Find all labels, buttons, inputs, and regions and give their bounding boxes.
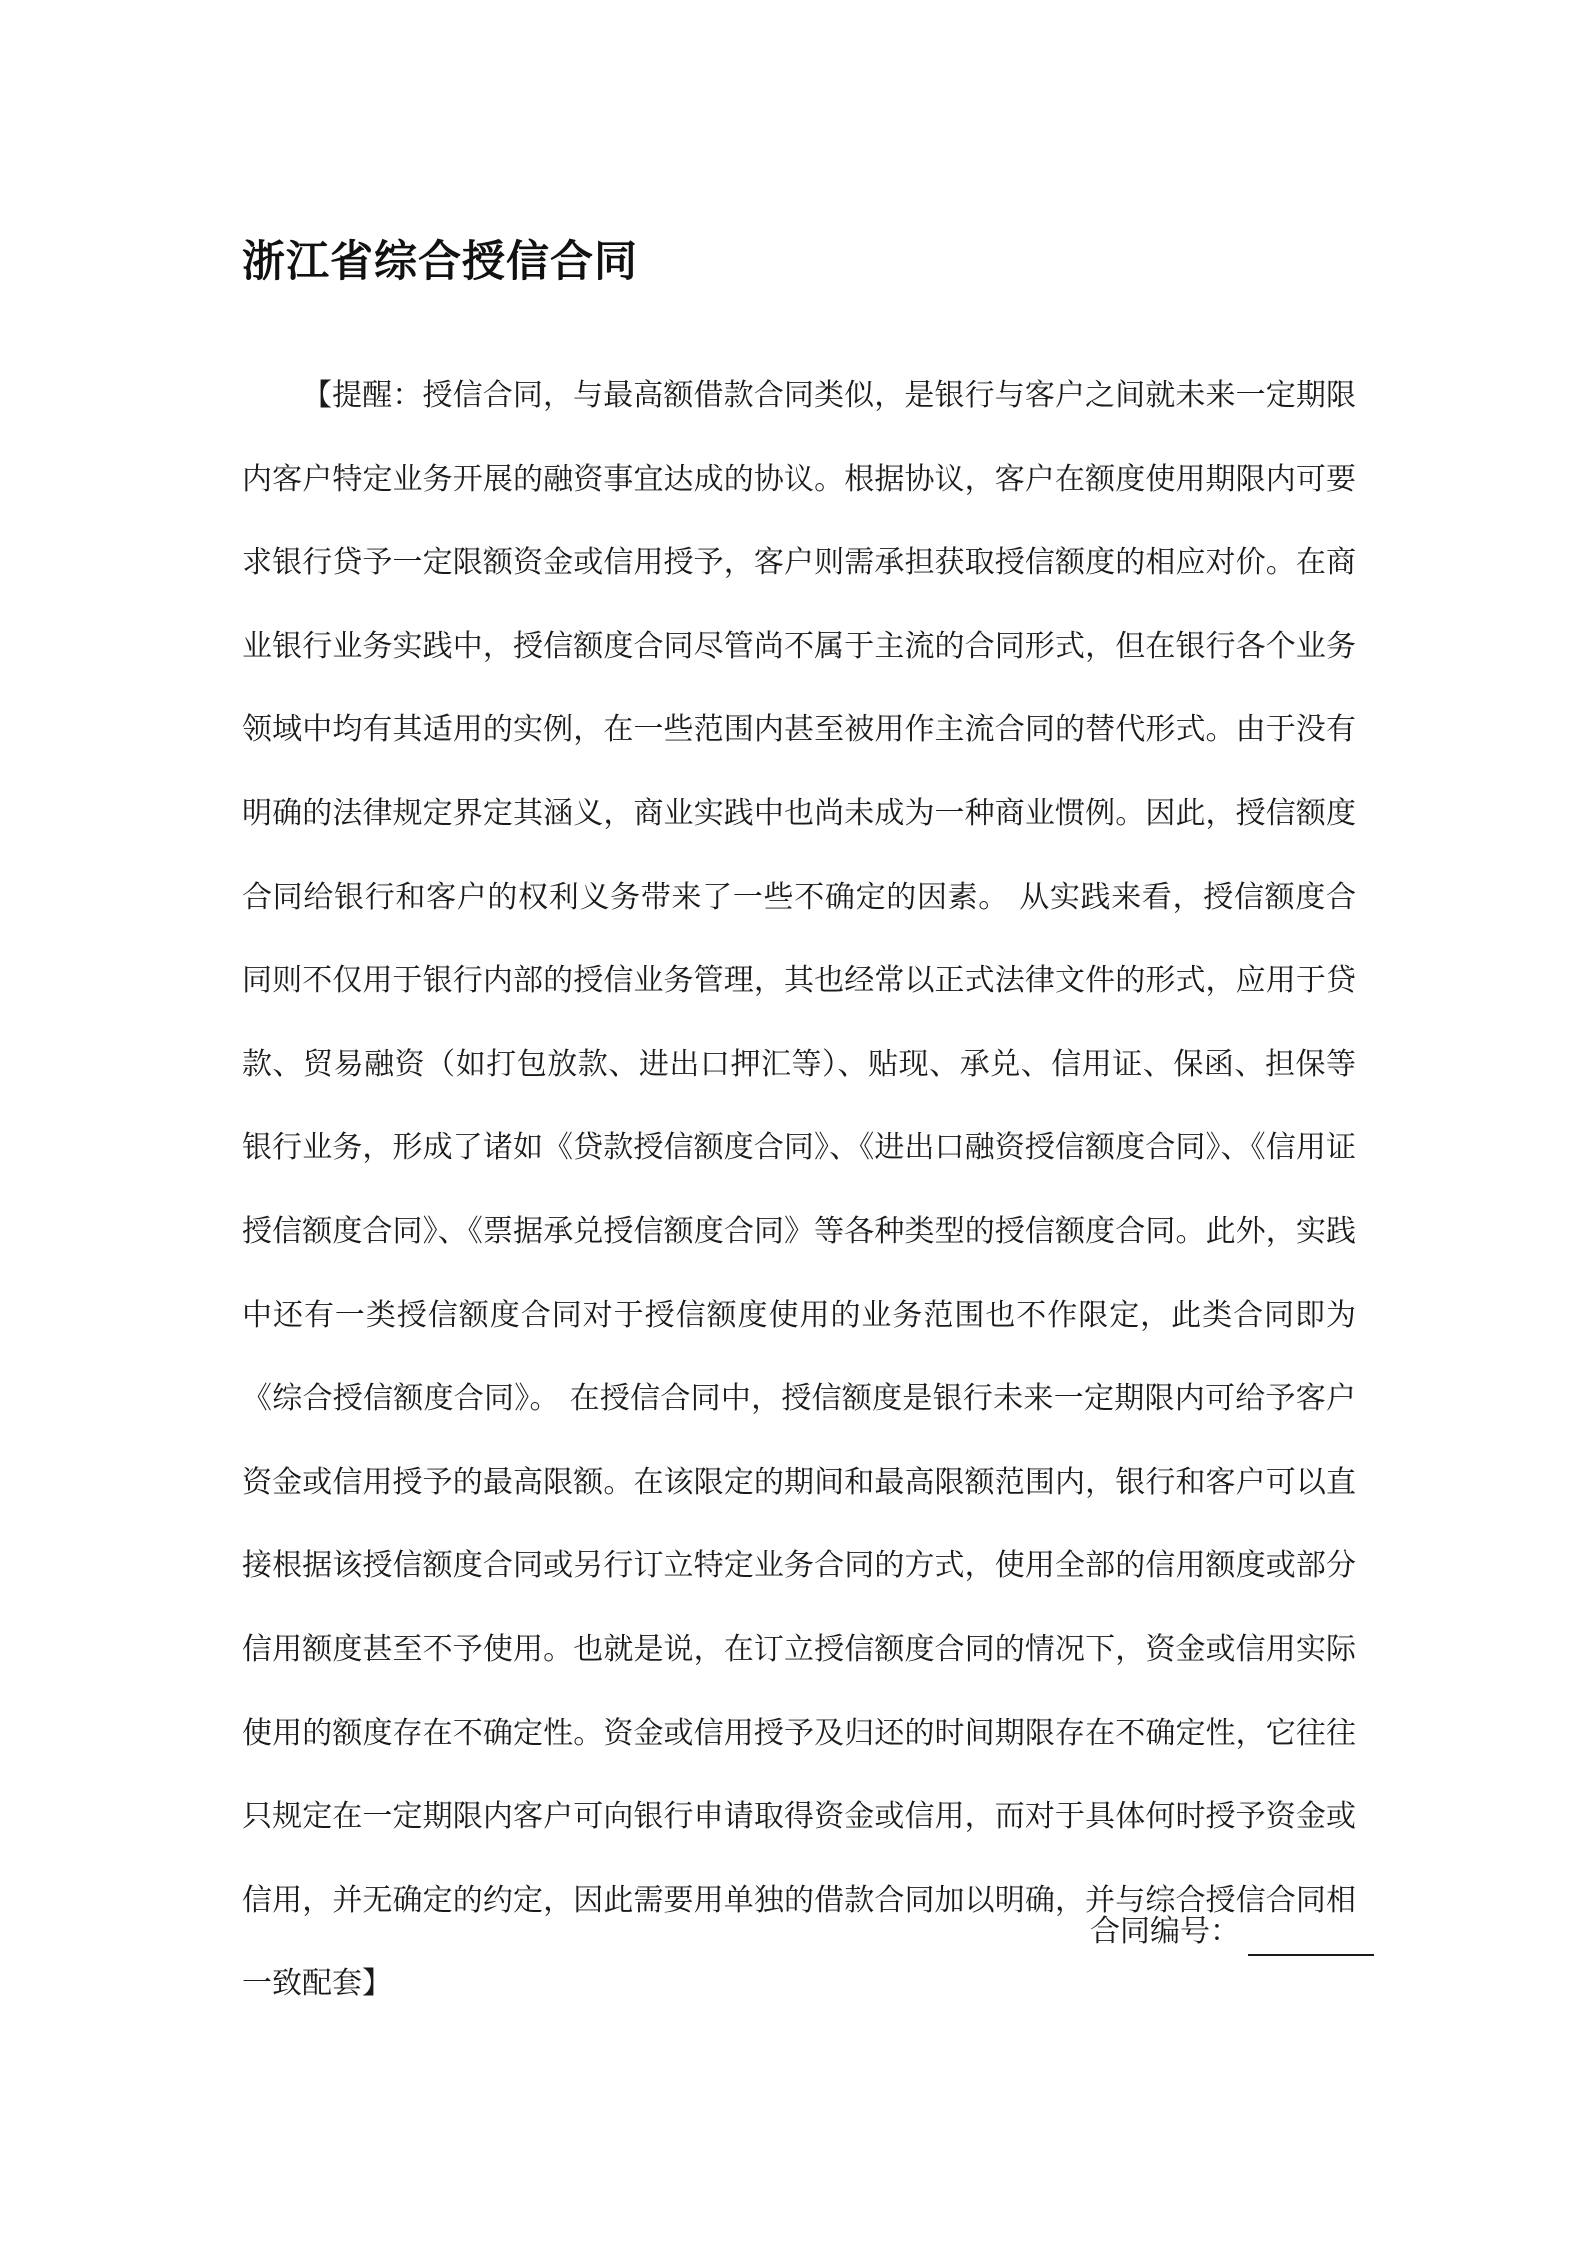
contract-number-label: 合同编号：: [1090, 1914, 1240, 1949]
document-title: 浙江省综合授信合同: [242, 237, 638, 287]
reminder-paragraph: 【提醒：授信合同，与最高额借款合同类似，是银行与客户之间就未来一定期限内客户特定业务开展的融资事宜达成的协议。根据协议，客户在额度使用期限内可要求银行贷予一定限额资金或信用授予，客户则需承担获取授信额度的相应对价。在商业银行业务实践中，授信额度合同尽管尚不属于主流的合同形式，但在银行各个业务领域中均有其适用的实例，在一些范围内甚至被用作主流合同的替代形式。由于没有明确的法律规定界定其涵义，商业实践中也尚未成为一种商业惯例。因此，授信额度合同给银行和客户的权利义务带来了一些不确定的因素。 从实践来看，授信额度合同则不仅用于银行内部的授信业务管理，其也经常以正式法律文件的形式，应用于贷款、贸易融资（如打包放款、进出口押汇等）、贴现、承兑、信用证、保函、担保等银行业务，形成了诸如《贷款授信额度合同》、《进出口融资授信额度合同》、《信用证授信额度合同》、《票据承兑授信额度合同》等各种类型的授信额度合同。此外，实践中还有一类授信额度合同对于授信额度使用的业务范围也不作限定，此类合同即为《综合授信额度合同》。 在授信合同中，授信额度是银行未来一定期限内可给予客户资金或信用授予的最高限额。在该限定的期间和最高限额范围内，银行和客户可以直接根据该授信额度合同或另行订立特定业务合同的方式，使用全部的信用额度或部分信用额度甚至不予使用。也就是说，在订立授信额度合同的情况下，资金或信用实际使用的额度存在不确定性。资金或信用授予及归还的时间期限存在不确定性，它往往只规定在一定期限内客户可向银行申请取得资金或信用，而对于具体何时授予资金或信用，并无确定的约定，因此需要用单独的借款合同加以明确，并与综合授信合同相一致配套】: [242, 378, 1356, 2002]
contract-number-blank-line: [1248, 1914, 1374, 1956]
contract-number-row: [1090, 1908, 1374, 1956]
